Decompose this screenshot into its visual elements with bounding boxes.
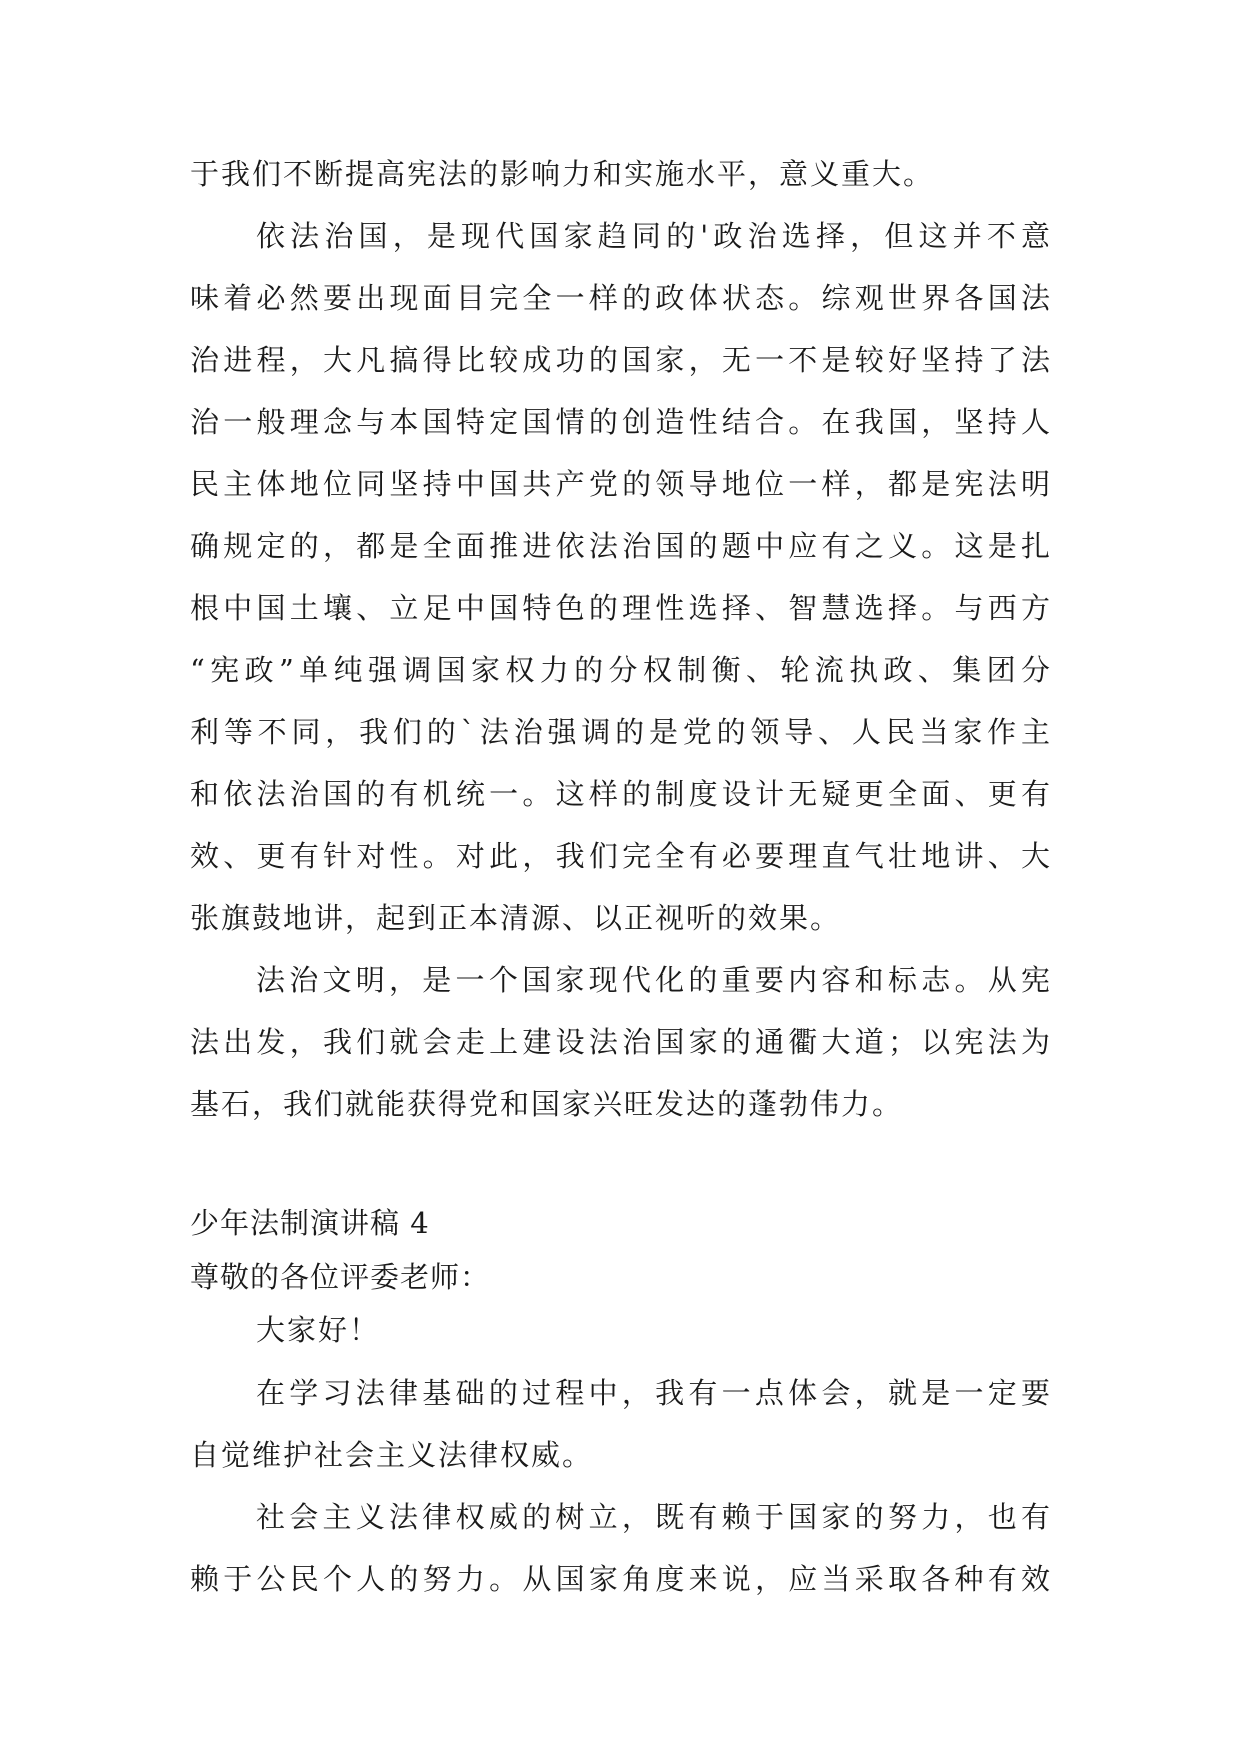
document-body [190,157,1052,1627]
paragraph-line: 法治文明，是一个国家现代化的重要内容和标志。从宪 [256,963,1052,997]
paragraph-line: 社会主义法律权威的树立，既有赖于国家的努力，也有 [256,1500,1052,1534]
paragraph-line: “宪政”单纯强调国家权力的分权制衡、轮流执政、集团分 [190,653,1052,687]
section-title: 少年法制演讲稿 4 [190,1206,430,1240]
section-spacer [190,1152,1052,1209]
salutation: 尊敬的各位评委老师： [190,1260,491,1294]
paragraph-line: 于我们不断提高宪法的影响力和实施水平，意义重大。 [190,157,935,191]
paragraph-line: 治进程，大凡搞得比较成功的国家，无一不是较好坚持了法 [190,343,1052,377]
paragraph-line: 张旗鼓地讲，起到正本清源、以正视听的效果。 [190,901,842,935]
paragraph-line: 根中国土壤、立足中国特色的理性选择、智慧选择。与西方 [190,591,1052,625]
paragraph-line: 民主体地位同坚持中国共产党的领导地位一样，都是宪法明 [190,467,1052,501]
paragraph-line: 确规定的，都是全面推进依法治国的题中应有之义。这是扎 [190,529,1052,563]
paragraph-line: 治一般理念与本国特定国情的创造性结合。在我国，坚持人 [190,405,1052,439]
paragraph-line: 在学习法律基础的过程中，我有一点体会，就是一定要 [256,1376,1052,1410]
paragraph-line: 效、更有针对性。对此，我们完全有必要理直气壮地讲、大 [190,839,1052,873]
paragraph-line: 依法治国，是现代国家趋同的'政治选择，但这并不意 [256,219,1052,253]
paragraph-line: 味着必然要出现面目完全一样的政体状态。综观世界各国法 [190,281,1052,315]
paragraph-line: 自觉维护社会主义法律权威。 [190,1438,594,1472]
paragraph-line: 赖于公民个人的努力。从国家角度来说，应当采取各种有效 [190,1562,1052,1596]
paragraph-line: 利等不同，我们的`法治强调的是党的领导、人民当家作主 [190,715,1052,749]
greeting: 大家好！ [256,1313,381,1347]
paragraph-line: 基石，我们就能获得党和国家兴旺发达的蓬勃伟力。 [190,1087,904,1121]
paragraph-line: 法出发，我们就会走上建设法治国家的通衢大道；以宪法为 [190,1025,1052,1059]
paragraph-line: 和依法治国的有机统一。这样的制度设计无疑更全面、更有 [190,777,1052,811]
